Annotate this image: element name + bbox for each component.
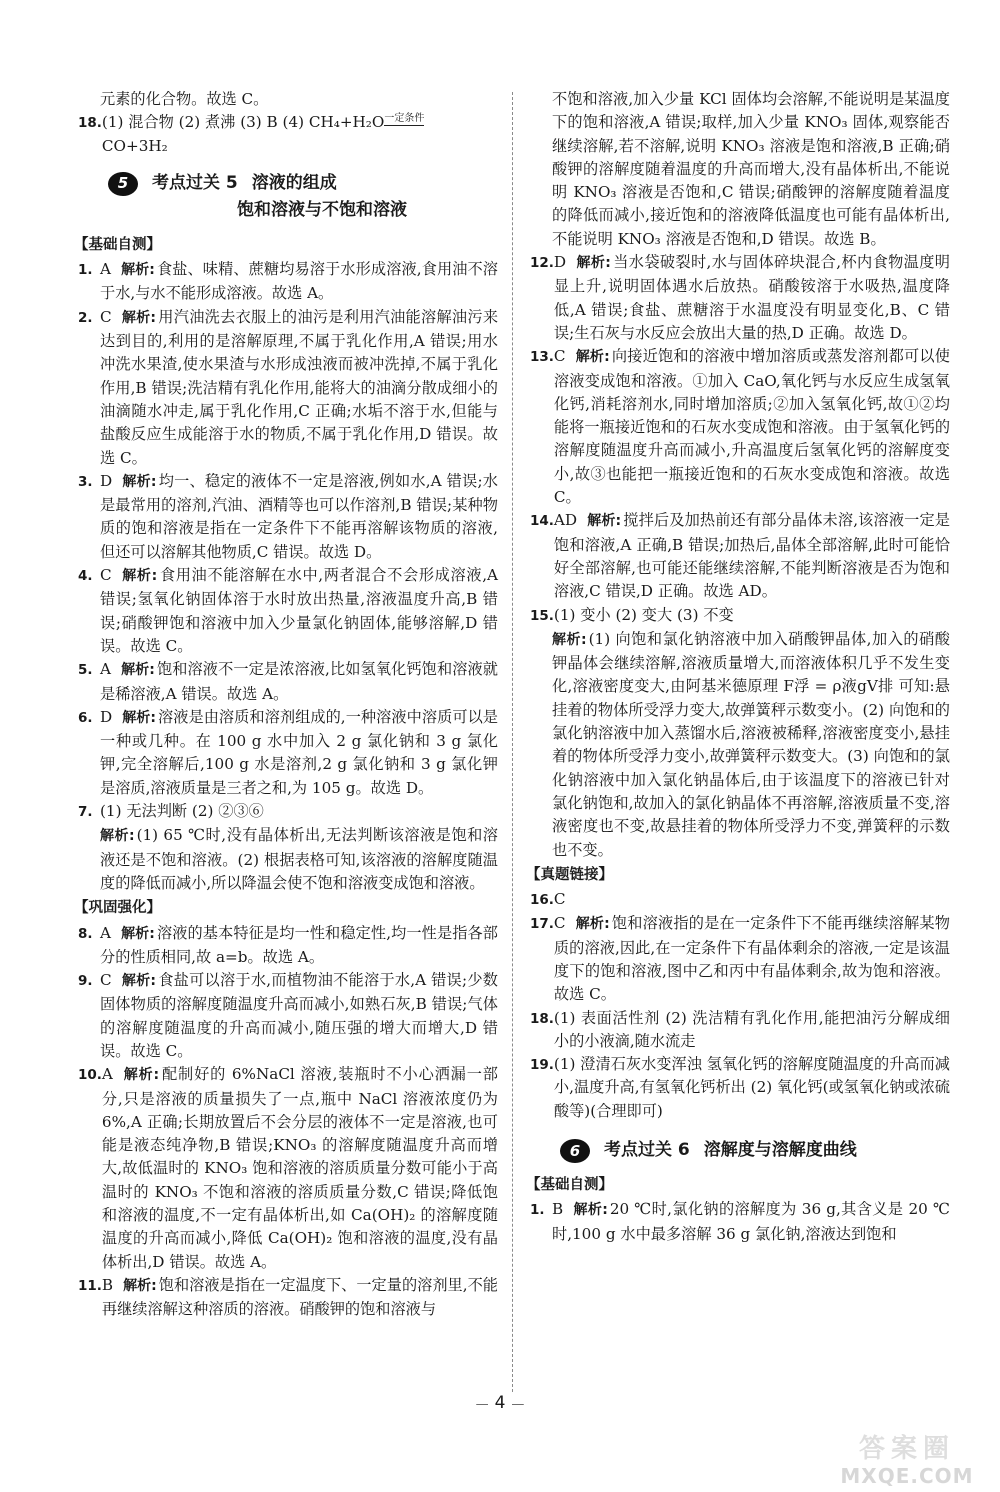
question-item: [78, 306, 498, 470]
basic-test-label: 【基础自测】: [74, 236, 161, 253]
explanation-text: 饱和溶液指的是在一定条件下不能再继续溶解某物质的溶液,因此,在一定条件下有晶体剩余的溶液,一定是该温度下的饱和溶液,图中乙和丙中有晶体剩余,故为饱和溶液。故选 C。: [553, 914, 950, 1004]
answer-choice: A: [100, 923, 111, 942]
question-item: [78, 1274, 498, 1322]
explanation-label: 解析:: [120, 925, 155, 942]
question-number: 11.: [78, 1277, 102, 1294]
consolidate-label: 【巩固强化】: [74, 900, 161, 917]
answer-choice: D: [100, 471, 113, 490]
question-item: [78, 564, 498, 658]
question-item: [530, 345, 950, 509]
question-number: 7.: [78, 804, 93, 821]
explanation-text: 饱和溶液不一定是浓溶液,比如氢氧化钙饱和溶液就是稀溶液,A 错误。故选 A。: [100, 660, 498, 703]
question-number: 4.: [78, 568, 93, 585]
answer-choice: C: [553, 914, 566, 933]
answer-choice: C: [553, 347, 566, 366]
question-number: 18.: [78, 115, 102, 132]
explanation-label: 解析:: [575, 349, 610, 366]
section-subtitle: 溶液的组成: [251, 172, 337, 193]
explanation-label: 解析:: [123, 1277, 157, 1294]
question-item: [530, 509, 950, 603]
watermark-logo: [832, 1428, 982, 1488]
explanation-text: 均一、稳定的液体不一定是溶液,例如水,A 错误;水是最常用的溶剂,汽油、酒精等也可以作溶剂,B 错误;某种物质的饱和溶液是指在一定条件下不能再溶解该物质的溶液,但还可以溶解其他物质,C 错误。故选 D。: [100, 471, 498, 561]
question-item: [530, 1053, 950, 1123]
question-number: 1.: [530, 1202, 545, 1219]
answer-choice: C: [100, 971, 112, 990]
explanation-text: 食盐、味精、蔗糖均易溶于水形成溶液,食用油不溶于水,与水不能形成溶液。故选 A。: [100, 260, 498, 303]
question-item: [78, 258, 498, 306]
explanation-label: 解析:: [120, 662, 155, 679]
question-number: 13.: [530, 349, 554, 366]
question-number: 8.: [78, 925, 93, 942]
question-item: [530, 888, 950, 912]
question-15-explanation: [530, 628, 950, 862]
left-column: [74, 88, 499, 1322]
intro-line: 元素的化合物。故选 C。: [100, 90, 269, 108]
question-item: [530, 251, 950, 345]
question-item: [78, 706, 498, 800]
question-18: [78, 111, 498, 158]
section-badge: 5: [108, 172, 138, 196]
explanation-label: 解析:: [120, 262, 155, 279]
question-item: [78, 922, 498, 970]
section-title: 考点过关 6: [604, 1140, 690, 1161]
explanation-text: 溶液是由溶质和溶剂组成的,一种溶液中溶质可以是一种或几种。在 100 g 水中加入 2 g 氯化钠和 3 g 氯化钾,完全溶解后,100 g 水是溶剂,2 g 氯化钠和 3 g 氯化钾是溶质,溶液质量是三者之和,为 105 g。故选 D。: [100, 707, 498, 797]
question-number: 12.: [530, 255, 554, 272]
basic-test-list: [78, 258, 498, 800]
question-number: 16.: [530, 892, 554, 909]
explanation-text: 当水袋破裂时,水与固体碎块混合,杯内食物温度明显上升,说明固体遇水后放热。硝酸铵溶于水吸热,温度降低,A 错误;食盐、蔗糖溶于水温度没有明显变化,B、C 错误;生石灰与水反应会放出大量的热,D 正确。故选 D。: [553, 253, 950, 342]
explanation-text: (1) 表面活性剂 (2) 洗洁精有乳化作用,能把油污分解成细小的小液滴,随水流走: [553, 1008, 950, 1050]
question-number: 1.: [78, 262, 93, 279]
real-exam-list: [530, 888, 950, 1123]
question-number: 3.: [78, 473, 93, 490]
answer-text: (1) 变小 (2) 变大 (3) 不变: [553, 605, 734, 624]
question-list: [530, 251, 950, 603]
question-1: [530, 1198, 950, 1246]
answer-choice: D: [100, 707, 113, 726]
section-subtitle: 溶解度与溶解度曲线: [703, 1140, 857, 1161]
right-column: [526, 88, 950, 1246]
question-number: 15.: [530, 607, 554, 624]
section-6-heading: [560, 1137, 950, 1164]
explanation-text: 食用油不能溶解在水中,两者混合不会形成溶液,A 错误;氢氧化钠固体溶于水时放出热量,溶液温度升高,B 错误;硝酸钾饱和溶液中加入少量氯化钠固体,能够溶解,D 错误。故选 C。: [100, 566, 499, 655]
question-11-continuation: 不饱和溶液,加入少量 KCl 固体均会溶解,不能说明是某温度下的饱和溶液,A 错误;取样,加入少量 KNO₃ 固体,观察能否继续溶解,若不溶解,说明 KNO₃ 溶液是饱和溶液,B 正确;硝酸钾的溶解度随着温度的升高而增大,没有晶体析出,不能说明 KNO₃ 溶液是否饱和,C 错误;硝酸钾的溶解度随着温度的降低而减小,接近饱和的溶液降低温度也可能有晶体析出,不能说明 KNO₃ 溶液是否饱和,D 错误。故选 B。: [552, 90, 950, 248]
question-number: 5.: [78, 662, 93, 679]
question-number: 17.: [530, 916, 554, 933]
section-badge: 6: [560, 1139, 590, 1163]
answer-choice: C: [100, 307, 112, 326]
question-7-explanation: [78, 824, 498, 895]
section-5-heading: [108, 170, 498, 224]
explanation-text: 食盐可以溶于水,而植物油不能溶于水,A 错误;少数固体物质的溶解度随温度升高而减小,如熟石灰,B 错误;气体的溶解度随温度的升高而减小,随压强的增大而增大,D 错误。故选 C。: [100, 971, 498, 1060]
explanation-text: 搅拌后及加热前还有部分晶体未溶,该溶液一定是饱和溶液,A 正确,B 错误;加热后,晶体全部溶解,此时可能恰好全部溶解,也可能还能继续溶解,不能判断溶液是否为饱和溶液,C 错误,D 正确。故选 AD。: [553, 511, 950, 601]
answer-choice: AD: [553, 511, 578, 530]
answer-text-cont: CO+3H₂: [101, 136, 168, 155]
answer-text: (1) 混合物 (2) 煮沸 (3) B (4) CH₄+H₂O: [101, 113, 385, 132]
question-7: [78, 800, 498, 824]
explanation-text: 用汽油洗去衣服上的油污是利用汽油能溶解油污来达到目的,利用的是溶解原理,不属于乳化作用,A 错误;用水冲洗水果渣,使水果渣与水形成浊液而被冲洗掉,不属于乳化作用,B 错误;洗洁精有乳化作用,能将大的油滴分散成细小的油滴随水冲走,属于乳化作用,C 正确;水垢不溶于水,但能与盐酸反应生成能溶于水的物质,不属于乳化作用,D 错误。故选 C。: [100, 307, 498, 467]
explanation-text: (1) 65 ℃时,没有晶体析出,无法判断该溶液是饱和溶液还是不饱和溶液。(2) 根据表格可知,该溶液的溶解度随温度的降低而减小,所以降温会使不饱和溶液变成饱和溶液。: [100, 826, 498, 892]
explanation-label: 解析:: [100, 828, 135, 845]
explanation-label: 解析:: [121, 973, 156, 990]
explanation-text: 饱和溶液是指在一定温度下、一定量的溶剂里,不能再继续溶解这种溶质的溶液。硝酸钾的饱和溶液与: [101, 1275, 498, 1319]
question-item: [530, 1007, 950, 1054]
answer-text: (1) 无法判断 (2) ②③⑥: [100, 802, 264, 821]
question-item: [78, 658, 498, 706]
answer-choice: D: [553, 253, 567, 272]
explanation-text: (1) 澄清石灰水变浑浊 氢氧化钙的溶解度随温度的升高而减小,温度升高,有氢氧化钙析出 (2) 氧化钙(或氢氧化钠或浓硫酸等)(合理即可): [553, 1055, 950, 1120]
question-item: [78, 470, 498, 564]
answer-choice: C: [100, 566, 112, 585]
explanation-label: 解析:: [121, 309, 157, 326]
question-15: [530, 604, 950, 628]
explanation-label: 解析:: [122, 709, 156, 726]
explanation-text: 配制好的 6%NaCl 溶液,装瓶时不小心洒漏一部分,只是溶液的质量损失了一点,瓶中 NaCl 溶液浓度仍为 6%,A 正确;长期放置后不会分层的液体不一定是溶液,也可能是液态纯净物,B 错误;KNO₃ 的溶解度随温度升高而增大,故低温时的 KNO₃ 饱和溶液的溶质质量分数可能小于高温时的 KNO₃ 不饱和溶液的溶质质量分数,C 错误;降低饱和溶液的温度,不一定有晶体析出,如 Ca(OH)₂ 的溶解度随温度的升高而减小,降低 Ca(OH)₂ 饱和溶液的温度,没有晶体析出,D 错误。故选 A。: [101, 1065, 498, 1271]
question-number: 18.: [530, 1010, 554, 1027]
explanation-label: 解析:: [587, 513, 622, 530]
answer-choice: B: [101, 1275, 114, 1294]
question-number: 2.: [78, 309, 93, 326]
answer-choice: B: [552, 1200, 564, 1219]
explanation-text: 溶液的基本特征是均一性和稳定性,均一性是指各部分的性质相同,故 a=b。故选 A。: [100, 923, 498, 966]
explanation-label: 解析:: [122, 1067, 160, 1084]
question-item: [530, 912, 950, 1006]
explanation-text: 20 ℃时,氯化钠的溶解度为 36 g,其含义是 20 ℃时,100 g 水中最多溶解 36 g 氯化钠,溶液达到饱和: [552, 1200, 950, 1243]
column-divider: [512, 92, 513, 1392]
answer-choice: A: [100, 660, 111, 679]
page-number-value: 4: [494, 1393, 506, 1413]
explanation-label: 解析:: [573, 1202, 608, 1219]
question-number: 19.: [530, 1057, 554, 1074]
watermark-title: 答案圈: [858, 1434, 955, 1464]
answer-choice: A: [100, 260, 111, 279]
reaction-condition: 一定条件: [384, 113, 425, 125]
explanation-text: 向接近饱和的溶液中增加溶质或蒸发溶剂都可以使溶液变成饱和溶液。①加入 CaO,氧化钙与水反应生成氢氧化钙,消耗溶剂水,同时增加溶质;②加入氢氧化钙,故①②均能将一瓶接近饱和的石灰水变成饱和溶液。由于氢氧化钙的溶解度随温度升高而减小,升高温度后氢氧化钙的溶解度变小,故③也能把一瓶接近饱和的石灰水变成饱和溶液。故选 C。: [553, 347, 950, 507]
question-number: 6.: [78, 709, 93, 726]
explanation-label: 解析:: [576, 255, 611, 272]
question-number: 9.: [78, 973, 93, 990]
question-number: 10.: [78, 1067, 102, 1084]
section-subtitle-2: 饱和溶液与不饱和溶液: [237, 199, 407, 220]
explanation-label: 解析:: [122, 473, 157, 490]
explanation-label: 解析:: [552, 631, 587, 648]
explanation-label: 解析:: [575, 916, 610, 933]
question-item: [78, 1063, 498, 1274]
basic-test-label: 【基础自测】: [526, 1177, 613, 1194]
answer-choice: C: [553, 890, 566, 909]
page-number: — 4 —: [475, 1393, 525, 1413]
real-exam-label: 【真题链接】: [526, 866, 613, 883]
consolidate-list: [78, 922, 498, 1322]
explanation-label: 解析:: [121, 568, 158, 585]
explanation-text: (1) 向饱和氯化钠溶液中加入硝酸钾晶体,加入的硝酸钾晶体会继续溶解,溶液质量增大,而溶液体积几乎不发生变化,溶液密度变大,由阿基米德原理 F浮 = ρ液gV排 可知:悬挂着的物体所受浮力变大,故弹簧秤示数变小。(2) 向饱和的氯化钠溶液中加入蒸馏水后,溶液被稀释,溶液密度变小,悬挂着的物体所受浮力变小,故弹簧秤示数变大。(3) 向饱和的氯化钠溶液中加入氯化钠晶体后,由于该温度下的溶液已针对氯化钠饱和,故加入的氯化钠晶体不再溶解,溶液质量不变,溶液密度也不变,故悬挂着的物体所受浮力不变,弹簧秤的示数也不变。: [552, 629, 950, 859]
question-item: [78, 969, 498, 1063]
answer-choice: A: [101, 1065, 113, 1084]
section-title: 考点过关 5: [152, 172, 238, 193]
watermark-url: MXQE.COM: [840, 1464, 974, 1488]
question-number: 14.: [530, 513, 554, 530]
